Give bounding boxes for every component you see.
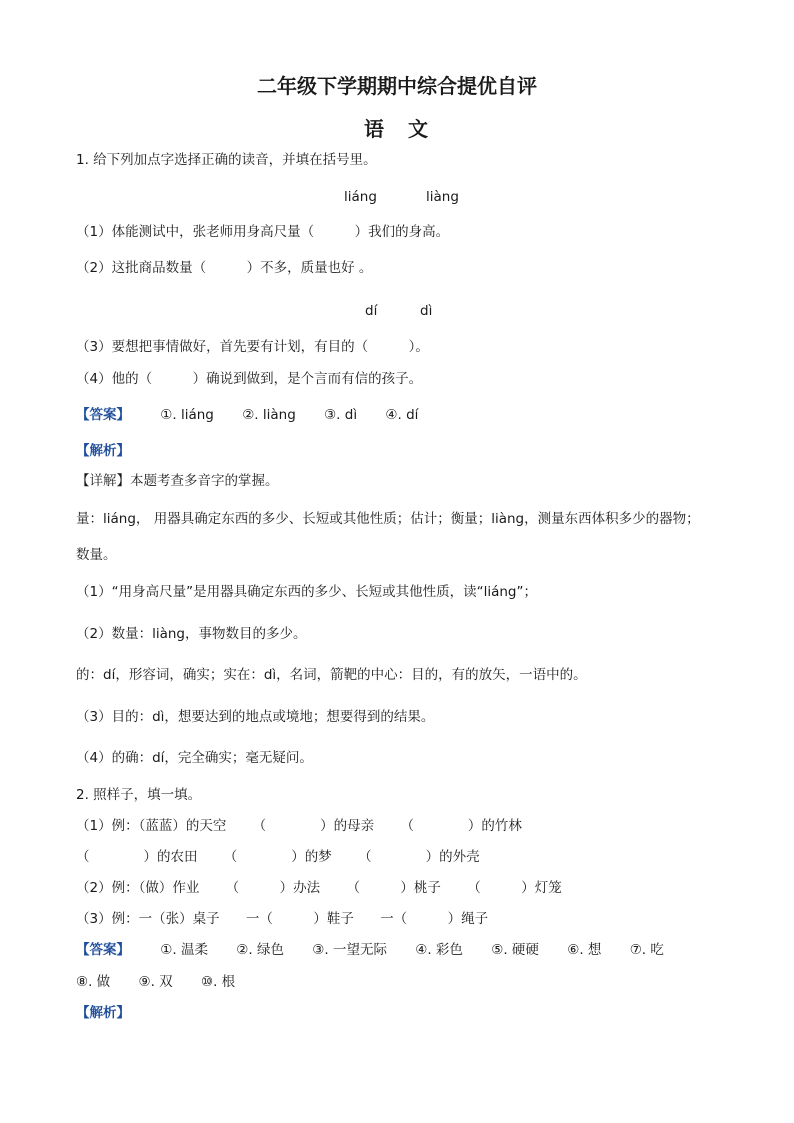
answer-item: ②. liàng bbox=[242, 407, 296, 423]
explanation-line: （4）的确：dí，完全确实；毫无疑问。 bbox=[76, 750, 313, 766]
q2-item: （ ）的母亲 bbox=[252, 818, 375, 834]
answer-item: ⑧. 做 bbox=[76, 974, 111, 990]
explanation-line: （1）“用身高尺量”是用器具确定东西的多少、长短或其他性质，读“liáng”； bbox=[76, 584, 537, 600]
q2-item: （3）例：一（张）桌子 bbox=[76, 911, 220, 927]
q2-row bbox=[76, 879, 562, 897]
pinyin-option: dì bbox=[420, 303, 433, 319]
answer-item: ②. 绿色 bbox=[236, 942, 284, 958]
q2-item: （ ）办法 bbox=[225, 880, 321, 896]
q2-item: （ ）的竹林 bbox=[400, 818, 522, 834]
answer-item: ⑨. 双 bbox=[138, 974, 173, 990]
subject-title: 语 文 bbox=[364, 117, 430, 141]
answer-item: ③. 一望无际 bbox=[312, 942, 387, 958]
explanation-line: （2）数量：liàng，事物数目的多少。 bbox=[76, 626, 307, 642]
detail-line bbox=[76, 472, 279, 490]
answer-item: ⑤. 硬硬 bbox=[491, 942, 539, 958]
pinyin-option: dí bbox=[365, 303, 378, 319]
q1-sentence-1: （1）体能测试中，张老师用身高尺量（ ）我们的身高。 bbox=[76, 224, 450, 240]
explanation-line: 量：liáng， 用器具确定东西的多少、长短或其他性质；估计；衡量；liàng，测量东西体积多少的器物； bbox=[76, 511, 700, 527]
q1-sentence-4: （4）他的（ ）确说到做到，是个言而有信的孩子。 bbox=[76, 371, 423, 387]
pinyin-option: liáng bbox=[344, 189, 377, 205]
q2-item: （ ）桃子 bbox=[346, 880, 441, 896]
answer-tag: 【答案】 bbox=[76, 407, 130, 423]
analysis-tag: 【解析】 bbox=[76, 1005, 130, 1021]
q2-item: 一（ ）鞋子 bbox=[245, 911, 354, 927]
q2-item: （ ）的外壳 bbox=[358, 849, 480, 865]
answer-item: ①. 温柔 bbox=[160, 942, 208, 958]
answer-item: ⑦. 吃 bbox=[629, 942, 664, 958]
q1-stem: 1. 给下列加点字选择正确的读音，并填在括号里。 bbox=[76, 152, 377, 168]
q2-row bbox=[76, 817, 522, 835]
answer-item: ④. dí bbox=[385, 407, 419, 423]
answer-item: ③. dì bbox=[324, 407, 358, 423]
answer-tag: 【答案】 bbox=[76, 942, 130, 958]
q2-answer-row-2 bbox=[76, 973, 235, 991]
q1-sentence-2: （2）这批商品数量（ ）不多，质量也好 。 bbox=[76, 260, 373, 276]
q2-answer-row bbox=[76, 941, 664, 959]
q2-item: （1）例：（蓝蓝）的天空 bbox=[76, 818, 227, 834]
q2-row bbox=[76, 910, 488, 928]
answer-item: ⑩. 根 bbox=[200, 974, 236, 990]
document-title: 二年级下学期期中综合提优自评 bbox=[257, 74, 537, 98]
explanation-line: 的：dí，形容词，确实；实在：dì，名词，箭靶的中心：目的，有的放矢，一语中的。 bbox=[76, 667, 587, 683]
q1-answer-row bbox=[76, 406, 418, 424]
answer-item: ①. liáng bbox=[160, 407, 214, 423]
q2-item: （ ）的梦 bbox=[223, 849, 332, 865]
q2-item: （2）例：（做）作业 bbox=[76, 880, 200, 896]
explanation-line: 数量。 bbox=[76, 547, 117, 563]
q2-item: （ ）灯笼 bbox=[467, 880, 562, 896]
q2-stem: 2. 照样子，填一填。 bbox=[76, 787, 202, 803]
answer-item: ⑥. 想 bbox=[567, 942, 602, 958]
analysis-tag: 【解析】 bbox=[76, 443, 130, 459]
answer-item: ④. 彩色 bbox=[415, 942, 463, 958]
pinyin-option: liàng bbox=[426, 189, 459, 205]
explanation-line: （3）目的：dì，想要达到的地点或境地；想要得到的结果。 bbox=[76, 709, 435, 725]
q2-item: （ ）的农田 bbox=[76, 849, 198, 865]
q2-item: 一（ ）绳子 bbox=[380, 911, 489, 927]
detail-text: 本题考查多音字的掌握。 bbox=[130, 473, 279, 489]
q2-row bbox=[76, 848, 480, 866]
detail-tag: 【详解】 bbox=[76, 473, 130, 489]
q1-sentence-3: （3）要想把事情做好，首先要有计划，有目的（ ）。 bbox=[76, 339, 429, 355]
